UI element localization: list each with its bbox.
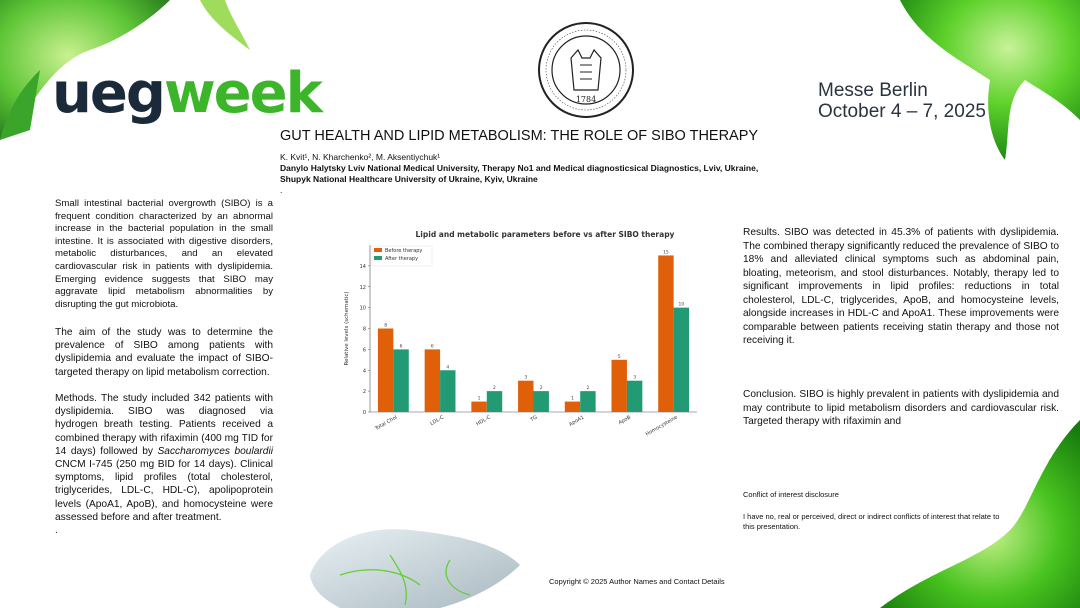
- x-tick-label: ApoB: [617, 414, 632, 427]
- methods-dot: .: [55, 525, 58, 537]
- bar-value-label: 2: [539, 386, 543, 392]
- coi-text: I have no, real or perceived, direct or indirect conflicts of interest that relate to this presentation.: [743, 512, 1000, 531]
- bar-value-label: 1: [571, 396, 574, 402]
- bar-after: [393, 349, 408, 412]
- methods-text-1: Methods. The study included 342 patients with dyslipidemia. SIBO was diagnosed via hydrogen breath testing. Patients received a combined therapy with rifaximin (400 mg TID for 14 days) followed by: [55, 393, 273, 457]
- bar-value-label: 10: [678, 302, 685, 308]
- paper-title: GUT HEALTH AND LIPID METABOLISM: THE ROLE OF SIBO THERAPY: [280, 128, 759, 144]
- logo-week: week: [163, 61, 321, 126]
- bar-after: [440, 370, 455, 412]
- author-dot: .: [280, 185, 283, 195]
- methods-organism: Saccharomyces boulardii: [157, 445, 273, 457]
- bar-value-label: 6: [430, 344, 434, 350]
- bar-value-label: 5: [617, 354, 621, 360]
- y-tick-label: 12: [359, 284, 366, 291]
- bar-after: [674, 308, 689, 412]
- y-tick-label: 2: [362, 389, 366, 396]
- bar-after: [627, 381, 642, 412]
- bar-value-label: 3: [633, 375, 637, 381]
- copyright: Copyright © 2025 Author Names and Contact Details: [549, 577, 725, 586]
- x-tick-label: ApoA1: [568, 414, 586, 428]
- venue-info: [818, 80, 986, 122]
- affiliation-1: Danylo Halytsky Lviv National Medical University, Therapy No1 and Medical diagnosticsical Diagnostics, Lviv, Ukraine,: [280, 163, 759, 173]
- aim-paragraph: The aim of the study was to determine the prevalence of SIBO among patients with dyslipidemia and evaluate the impact of SIBO-targeted therapy on lipid metabolism correction.: [55, 327, 273, 378]
- x-tick-label: Homocysteine: [644, 414, 679, 438]
- bar-value-label: 15: [663, 250, 669, 256]
- conclusion-paragraph: Conclusion. SIBO is highly prevalent in patients with dyslipidemia and may contribute to lipid metabolism disorders and cardiovascular risk. Targeted therapy with rifaximin and: [743, 389, 1059, 427]
- methods-paragraph: [55, 392, 273, 537]
- chart-title: Lipid and metabolic parameters before vs after SIBO therapy: [415, 230, 675, 239]
- bar-before: [425, 349, 440, 412]
- x-tick-label: HDL-C: [475, 414, 492, 428]
- bottom-right-decoration: [780, 400, 1080, 608]
- bar-chart: [335, 225, 705, 445]
- bar-before: [518, 381, 533, 412]
- bar-before: [658, 255, 673, 412]
- legend-label: After therapy: [385, 256, 419, 262]
- bar-value-label: 2: [493, 386, 496, 392]
- bar-after: [580, 391, 595, 412]
- venue-dates: October 4 – 7, 2025: [818, 101, 986, 122]
- y-tick-label: 10: [359, 305, 366, 312]
- bar-value-label: 2: [586, 386, 590, 392]
- legend-label: Before therapy: [385, 248, 423, 254]
- university-seal: [536, 20, 636, 120]
- intro-paragraph: Small intestinal bacterial overgrowth (SIBO) is a frequent condition characterized by an abnormal increase in the bacterial population in the small intestine. It is associated with digestive disorders, metabolic disturbances, and an elevated cardiovascular risk in patients with dyslipidemia. Emerging evidence suggests that SIBO may aggravate lipid metabolism abnormalities by disrupting the gut microbiota.: [55, 198, 273, 310]
- bar-value-label: 3: [524, 375, 528, 381]
- y-tick-label: 8: [362, 326, 366, 333]
- y-tick-label: 6: [362, 347, 366, 354]
- x-tick-label: Total Chol: [374, 414, 399, 432]
- author-block: [280, 152, 758, 196]
- affiliation-2: Shupyk National Healthcare University of Ukraine, Kyiv, Ukraine: [280, 174, 538, 184]
- bar-before: [471, 402, 486, 412]
- x-tick-label: TG: [529, 414, 539, 424]
- bar-after: [534, 391, 549, 412]
- results-paragraph: Results. SIBO was detected in 45.3% of patients with dyslipidemia. The combined therapy significantly reduced the prevalence of SIBO to 18% and alleviated clinical symptoms such as abdominal pain, bloating, meteorism, and stool disturbances. Notably, therapy led to significant improvements in lipid profiles: reductions in total cholesterol, LDL-C, triglycerides, ApoB, and homocysteine levels, alongside increases in HDL-C and ApoA1. These improvements were comparable between patients receiving statin therapy and those not receiving it.: [743, 227, 1059, 346]
- seal-year: 1784: [575, 95, 597, 104]
- coi-title: Conflict of interest disclosure: [743, 490, 839, 499]
- bar-value-label: 1: [477, 396, 481, 402]
- authors: K. Kvit¹, N. Kharchenko², M. Aksentiychuk¹: [280, 152, 441, 162]
- methods-text-2: CNCM I-745 (250 mg BID for 14 days). Clinical symptoms, lipid profiles (total cholesterol, triglycerides, LDL-C, HDL-C), apolipoprotein levels (ApoA1, ApoB), and homocysteine were assessed before and after treatment.: [55, 459, 273, 523]
- bar-before: [565, 402, 580, 412]
- y-axis-label: Relative levels (schematic): [344, 291, 350, 366]
- y-tick-label: 14: [359, 263, 366, 270]
- bar-value-label: 8: [384, 323, 388, 329]
- logo-ueg: ueg: [52, 61, 164, 126]
- ueg-week-logo: [52, 61, 321, 126]
- legend-swatch: [374, 248, 382, 252]
- x-tick-label: LDL-C: [429, 414, 446, 428]
- bar-before: [378, 329, 393, 413]
- bar-after: [487, 391, 502, 412]
- y-tick-label: 0: [362, 410, 366, 416]
- bar-value-label: 4: [446, 365, 450, 371]
- y-tick-label: 4: [362, 368, 366, 375]
- liver-illustration: [300, 515, 530, 608]
- legend-swatch: [374, 256, 382, 260]
- bar-before: [612, 360, 627, 412]
- bar-value-label: 6: [399, 344, 403, 350]
- venue-location: Messe Berlin: [818, 80, 928, 101]
